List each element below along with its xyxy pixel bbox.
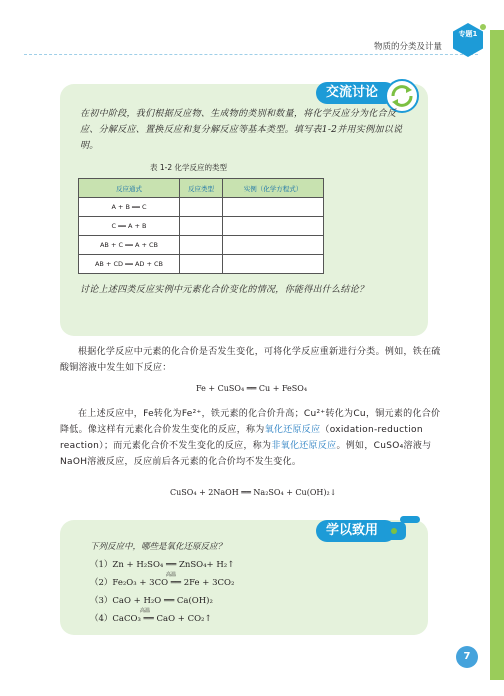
reaction-condition: 高温 <box>140 608 151 614</box>
term-redox: 氧化还原反应 <box>264 425 321 435</box>
paragraph-text: 在上述反应中，Fe转化为Fe²⁺，铁元素的化合价升高；Cu²⁺转化为Cu，铜元素的化合价降低。像这样有元素化合价发生变化的反应，称为 <box>60 409 441 435</box>
table-row <box>79 255 324 274</box>
table-cell: A + B ══ C <box>79 198 180 217</box>
equation-1: Fe + CuSO₄ ══ Cu + FeSO₄ <box>196 384 308 393</box>
column-header: 反应类型 <box>180 179 223 198</box>
table-cell: AB + C ══ A + CB <box>79 236 180 255</box>
practice-item: （4）CaCO₃ ══ CaO + CO₂↑ <box>90 614 212 624</box>
paragraph-text: 。例如，CuSO₄溶液与NaOH溶液反应，反应前后各元素的化合价均不发生变化。 <box>60 441 432 467</box>
page-number: 7 <box>456 646 478 668</box>
table-row <box>79 217 324 236</box>
table-cell <box>223 236 324 255</box>
table-cell <box>180 255 223 274</box>
topic-badge-icon <box>450 22 486 58</box>
practice-item: （2）Fe₂O₃ + 3CO ══ 2Fe + 3CO₂ <box>90 578 235 588</box>
practice-prompt: 下列反应中，哪些是氧化还原反应？ <box>90 542 227 552</box>
table-cell <box>180 198 223 217</box>
header-divider <box>24 54 478 55</box>
table-cell <box>223 198 324 217</box>
table-cell <box>223 217 324 236</box>
reaction-condition: 高温 <box>166 572 177 578</box>
equation-2: CuSO₄ + 2NaOH ══ Na₂SO₄ + Cu(OH)₂↓ <box>170 488 337 497</box>
table-caption: 表 1-2 化学反应的类型 <box>150 163 228 172</box>
table-cell <box>180 217 223 236</box>
column-header: 实例（化学方程式） <box>223 179 324 198</box>
reaction-type-table <box>78 178 324 274</box>
table-row <box>79 198 324 217</box>
discussion-intro: 在初中阶段，我们根据反应物、生成物的类别和数量，将化学反应分为化合反应、分解反应、置换反应和复分解反应等基本类型。填写表1-2并用实例加以说明。 <box>80 109 403 151</box>
table-row <box>79 236 324 255</box>
column-header: 反应通式 <box>79 179 180 198</box>
table-header-row <box>79 179 324 198</box>
practice-item: （1）Zn + H₂SO₄ ══ ZnSO₄+ H₂↑ <box>90 560 235 570</box>
topic-badge-label: 专题1 <box>458 30 478 38</box>
table-cell <box>223 255 324 274</box>
practice-item: （3）CaO + H₂O ══ Ca(OH)₂ <box>90 596 213 606</box>
side-strip <box>490 30 504 680</box>
table-cell: C ══ A + B <box>79 217 180 236</box>
pointing-hand-icon <box>382 512 422 544</box>
discussion-question: 讨论上述四类反应实例中元素化合价变化的情况，你能得出什么结论？ <box>80 285 369 295</box>
discussion-title: 交流讨论 <box>316 82 396 104</box>
chapter-title: 物质的分类及计量 <box>373 42 442 52</box>
table-cell <box>180 236 223 255</box>
table-cell: AB + CD ══ AD + CB <box>79 255 180 274</box>
body-paragraph-1: 根据化学反应中元素的化合价是否发生变化，可将化学反应重新进行分类。例如，铁在硫酸铜溶液中发生如下反应： <box>60 347 441 373</box>
practice-title: 学以致用 <box>316 520 396 542</box>
body-paragraph-2 <box>60 406 446 470</box>
paragraph-text: （oxidation-reduction reaction）；而元素化合价不发生变化的反应，称为 <box>60 425 423 451</box>
term-non-redox: 非氧化还原反应 <box>271 441 337 451</box>
